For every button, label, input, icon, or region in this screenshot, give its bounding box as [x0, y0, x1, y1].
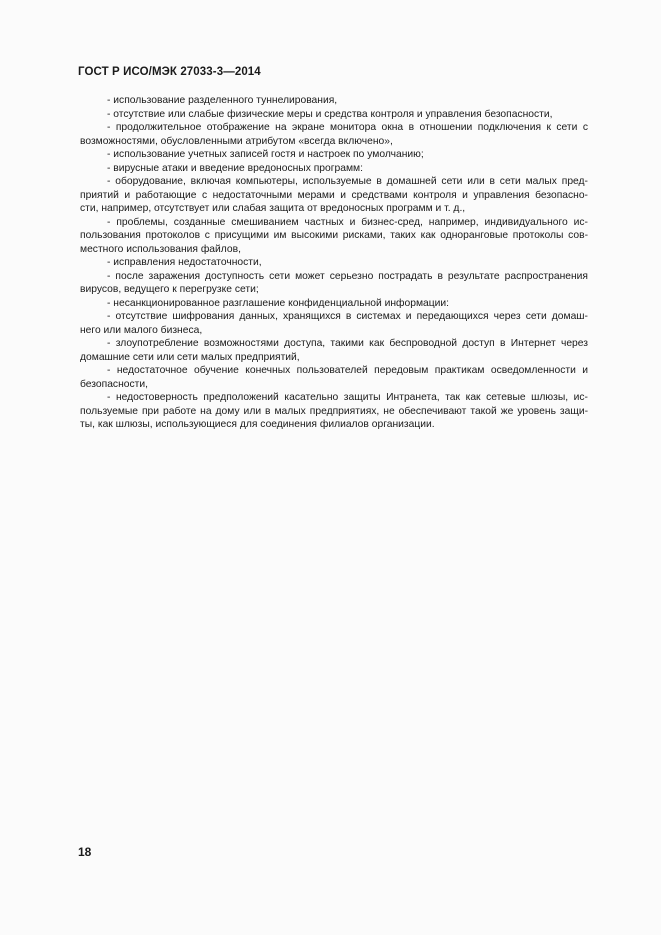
- list-item-start-line: - злоупотребление возможностями доступа, такими как беспроводной доступ в Интернет через: [107, 338, 588, 349]
- text-line: него или малого бизнеса,: [80, 324, 203, 336]
- text-line: домашние сети или сети малых предприятий,: [80, 351, 300, 363]
- text-line: вирусов, ведущего к перегрузке сети;: [80, 284, 259, 295]
- document-body: [80, 94, 588, 432]
- list-item-start-line: - использование разделенного туннелирования,: [107, 95, 338, 106]
- text-line: безопасности,: [80, 378, 148, 390]
- list-item-start-line: - оборудование, включая компьютеры, используемые в домашней сети или в сети малых пред-: [107, 176, 588, 187]
- list-item-start-line: - продолжительное отображение на экране монитора окна в отношении подключения к сети с: [107, 122, 588, 133]
- text-line: приятий и работающие с недостаточными мерами и средствами контроля и управления безопасно-: [80, 189, 588, 201]
- page-number: 18: [78, 845, 92, 859]
- text-line: пользования протоколов с присущими им высокими рисками, таких как одноранговые протоколы сов-: [80, 230, 588, 241]
- list-item-start-line: - недостоверность предположений касательно защиты Интранета, так как сетевые шлюзы, ис-: [107, 392, 588, 403]
- text-line: возможностями, обусловленными атрибутом «всегда включено»,: [80, 135, 393, 147]
- list-item-start-line: - отсутствие шифрования данных, хранящихся в системах и передающихся через сети домаш-: [107, 311, 588, 322]
- text-line: пользуемые при работе на дому или в малых предприятиях, не обеспечивают такой же уровень защи-: [80, 405, 588, 417]
- list-item-start-line: - недостаточное обучение конечных пользователей передовым практикам осведомленности и: [107, 365, 588, 376]
- text-line: ты, как шлюзы, использующиеся для соединения филиалов организации.: [80, 419, 435, 430]
- document-header: ГОСТ Р ИСО/МЭК 27033-3—2014: [78, 66, 261, 78]
- list-item-start-line: - отсутствие или слабые физические меры и средства контроля и управления безопасности,: [107, 108, 553, 120]
- list-item-start-line: - после заражения доступность сети может серьезно пострадать в результате распространения: [107, 270, 588, 282]
- list-item-start-line: - проблемы, созданные смешиванием частных и бизнес-сред, например, индивидуального ис-: [107, 216, 588, 228]
- list-item-start-line: - исправления недостаточности,: [107, 257, 262, 268]
- text-line: сти, например, отсутствует или слабая защита от вредоносных программ и т. д.,: [80, 203, 466, 214]
- list-item-start-line: - вирусные атаки и введение вредоносных программ:: [107, 162, 363, 174]
- list-item-start-line: - несанкционированное разглашение конфиденциальной информации:: [107, 297, 450, 309]
- list-item-start-line: - использование учетных записей гостя и настроек по умолчанию;: [107, 149, 424, 160]
- text-line: местного использования файлов,: [80, 243, 241, 255]
